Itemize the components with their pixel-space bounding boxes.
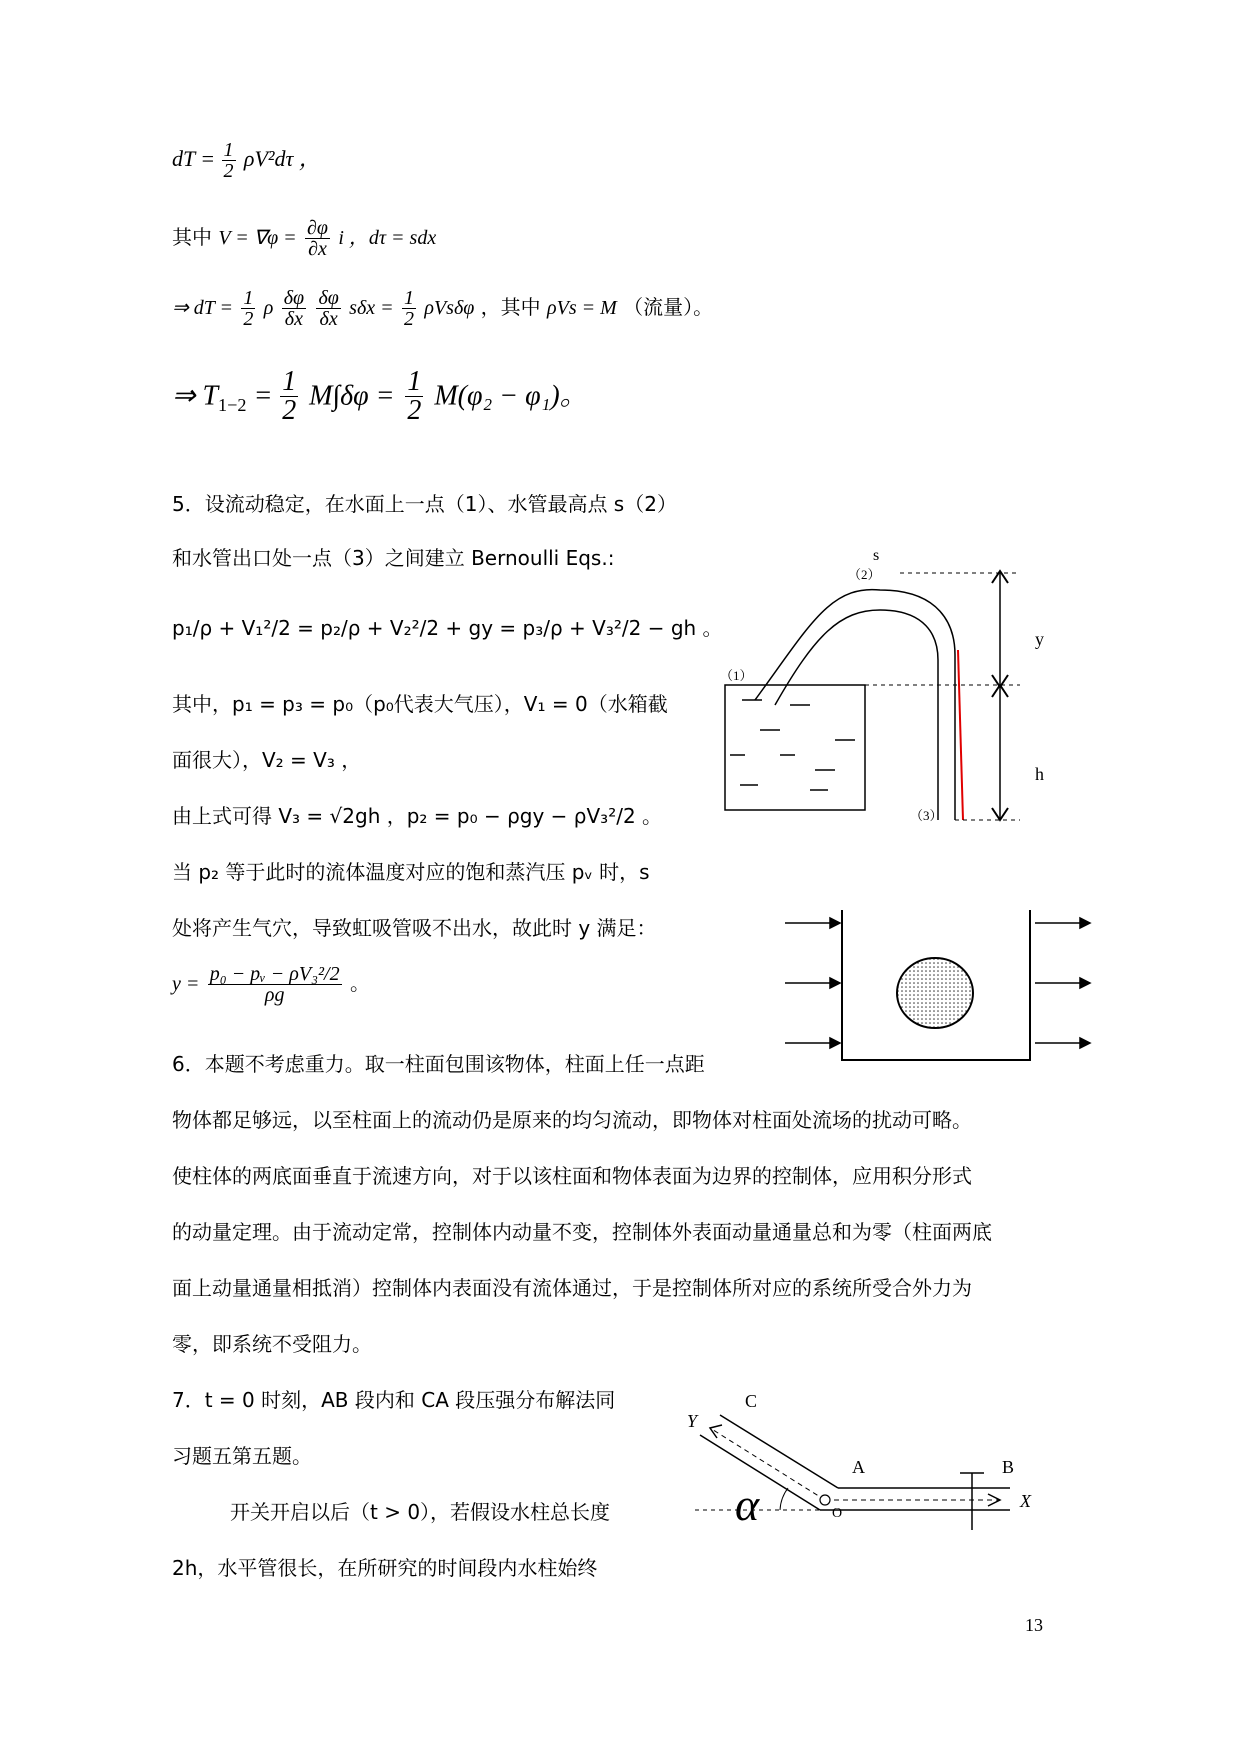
label-alpha: α <box>735 1479 760 1530</box>
p6-line1: 6．本题不考虑重力。取一柱面包围该物体，柱面上任一点距 <box>172 1052 705 1076</box>
label-A: A <box>852 1457 865 1477</box>
p7-line2: 习题五第五题。 <box>172 1444 312 1468</box>
label-h: h <box>1035 764 1044 784</box>
inclined-pipe-diagram <box>680 1385 1060 1555</box>
fraction-half: $\frac{1}{2}$ <box>223 139 234 182</box>
eq2-tail: i ，dτ = sdx <box>338 227 437 249</box>
origin-point <box>820 1495 830 1505</box>
object-body <box>897 958 973 1028</box>
control-volume-diagram <box>780 905 1100 1065</box>
label-point1: （1） <box>720 668 753 683</box>
inflow-arrows <box>785 918 840 1048</box>
water-tank <box>725 685 865 810</box>
y-tail: 。 <box>349 971 370 995</box>
p5-line5: 由上式可得 V₃ = √2gh ，p₂ = p₀ − ρgy − ρV₃²/2 。 <box>172 804 663 828</box>
p5-line1: 5．设流动稳定，在水面上一点（1）、水管最高点 s（2） <box>172 492 677 516</box>
eq3-flow-math: ρVs = M <box>547 297 617 319</box>
p7-line4: 2h，水平管很长，在所研究的时间段内水柱始终 <box>172 1556 598 1580</box>
eq2-prefix: 其中 <box>172 225 212 249</box>
eq4-prefix: ⇒ T <box>172 380 219 412</box>
siphon-diagram <box>700 547 1070 835</box>
p6-line5: 面上动量通量相抵消）控制体内表面没有流体通过，于是控制体所对应的系统所受合外力为 <box>172 1276 972 1300</box>
flow-line-red <box>958 650 963 820</box>
outflow-arrows <box>1035 918 1090 1048</box>
fraction-y: $\frac{\text{p₀ − pᵥ − ρV₃²/2}}{\rho g}$ <box>209 963 340 1006</box>
equation-dT-expanded: ⇒ dT = $\frac{1}{2}$ ρ $\frac{\delta\varphi}{\delta x}$ $\frac{\delta\varphi}{\delta x}$ sδx = $\frac{1}{2}$ ρVsδφ ，其中 ρVs = M （流量）。 <box>172 287 714 330</box>
y-lhs: y = <box>172 973 200 995</box>
p6-line2: 物体都足够远，以至柱面上的流动仍是原来的均匀流动，即物体对柱面处流场的扰动可略。 <box>172 1108 972 1132</box>
p5-line6: 当 p₂ 等于此时的流体温度对应的饱和蒸汽压 pᵥ 时，s <box>172 860 650 884</box>
eq2-body: V = ∇φ = <box>218 227 297 249</box>
label-point3: （3） <box>910 808 943 823</box>
equation-velocity <box>172 218 436 259</box>
label-s: s <box>873 547 880 564</box>
eq3-mid: sδx = <box>349 297 394 319</box>
equation-y <box>172 964 370 1005</box>
water-marks <box>730 700 855 790</box>
label-point2: （2） <box>848 567 881 582</box>
label-y: y <box>1035 629 1044 649</box>
p5-line4: 面很大），V₂ = V₃ ， <box>172 748 362 772</box>
p6-line4: 的动量定理。由于流动定常，控制体内动量不变，控制体外表面动量通量总和为零（柱面两底 <box>172 1220 992 1244</box>
eq1-tail: ρV²dτ ， <box>243 146 321 171</box>
p6-line6: 零，即系统不受阻力。 <box>172 1332 372 1356</box>
equation-kinetic-energy: dT = $\frac{1}{2}$ ρV²dτ ， <box>172 139 321 182</box>
p7-line1: 7．t = 0 时刻，AB 段内和 CA 段压强分布解法同 <box>172 1388 616 1412</box>
p5-line2: 和水管出口处一点（3）之间建立 Bernoulli Eqs.: <box>172 546 615 570</box>
eq3-tail-math: ρVsδφ <box>424 297 475 319</box>
p6-line3: 使柱体的两底面垂直于流速方向，对于以该柱面和物体表面为边界的控制体，应用积分形式 <box>172 1164 972 1188</box>
eq3-prefix: ⇒ dT = <box>172 297 234 319</box>
equation-T12: ⇒ $T_{1-2}$ = $\frac{1}{2}$ M∫δφ = $\frac{1}{2}$ M(φ₂ − φ₁)。 <box>172 366 588 426</box>
p5-line3: 其中，p₁ = p₃ = p₀（p₀代表大气压），V₁ = 0（水箱截 <box>172 692 668 716</box>
label-C: C <box>745 1391 758 1411</box>
label-Y: Y <box>687 1411 698 1431</box>
p5-line7: 处将产生气穴，导致虹吸管吸不出水，故此时 y 满足： <box>172 916 657 940</box>
eq4-mid: M∫δφ = <box>309 380 395 412</box>
fraction-dphi-dx: $\frac{\partial\varphi}{\partial x}$ <box>307 217 328 260</box>
siphon-inner-wall <box>775 610 938 820</box>
label-O: O <box>832 1506 843 1521</box>
eq3-flow-text: （流量）。 <box>623 295 714 319</box>
page-number: 13 <box>1025 1615 1043 1635</box>
y-axis <box>710 1428 825 1500</box>
eq3-tail-text: ，其中 <box>480 295 541 319</box>
label-B: B <box>1002 1457 1015 1477</box>
bernoulli-equation: p₁/ρ + V₁²/2 = p₂/ρ + V₂²/2 + gy = p₃/ρ + V₃²/2 − gh 。 <box>172 616 723 640</box>
label-X: X <box>1020 1491 1031 1511</box>
eq1-lhs: dT <box>172 146 196 171</box>
eq4-sub: 1−2 <box>218 395 247 416</box>
eq4-tail: M(φ₂ − φ₁)。 <box>434 380 588 412</box>
p7-line3: 开关开启以后（t > 0），若假设水柱总长度 <box>230 1500 611 1524</box>
